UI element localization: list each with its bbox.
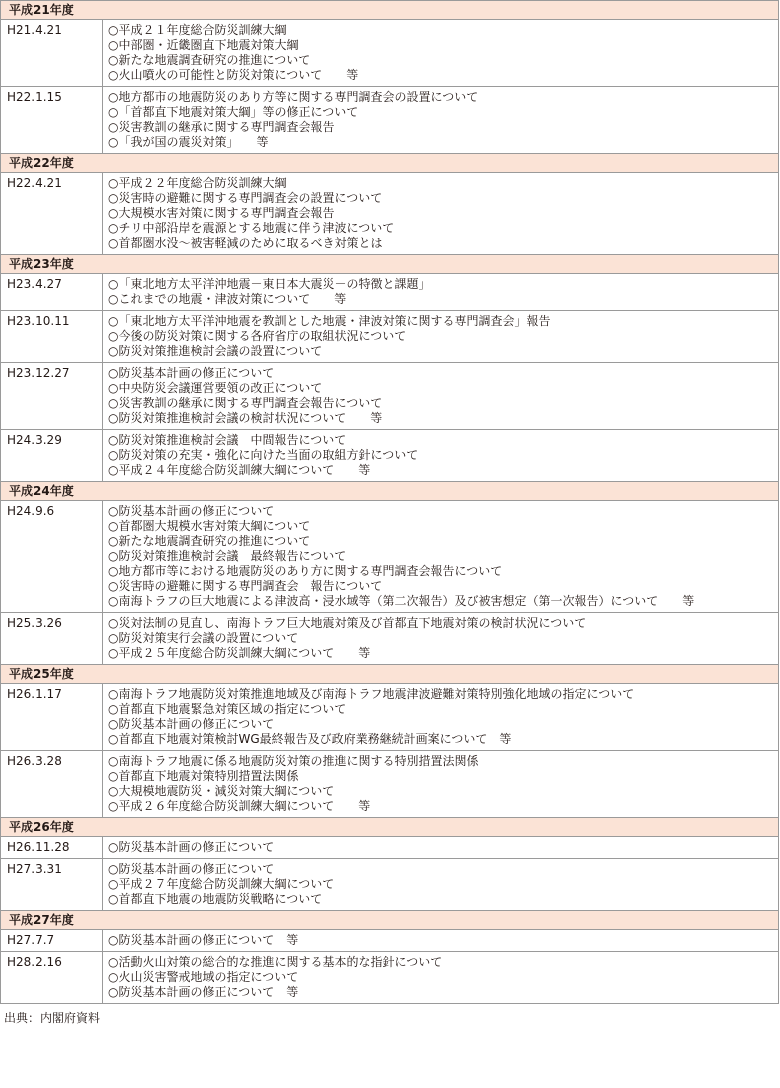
agenda-item: ○「我が国の震災対策」 等 [108, 135, 269, 149]
fiscal-year-header-row [1, 1, 779, 20]
fiscal-year-label: 平成25年度 [1, 665, 779, 684]
agenda-item: ○首都直下地震対策検討WG最終報告及び政府業務継続計画案について 等 [108, 732, 512, 746]
meeting-date: H23.12.27 [1, 363, 103, 430]
fiscal-year-header-row [1, 911, 779, 930]
agenda-items [103, 837, 779, 859]
fiscal-year-header-row [1, 154, 779, 173]
agenda-item: ○南海トラフ地震防災対策推進地域及び南海トラフ地震津波避難対策特別強化地域の指定について [108, 687, 635, 701]
agenda-items [103, 430, 779, 482]
fiscal-year-label: 平成24年度 [1, 482, 779, 501]
agenda-item: ○中部圏・近畿圏直下地震対策大綱 [108, 38, 299, 52]
agenda-item: ○活動火山対策の総合的な推進に関する基本的な指針について [108, 955, 443, 969]
meeting-date: H27.3.31 [1, 859, 103, 911]
agenda-item: ○首都直下地震対策特別措置法関係 [108, 769, 299, 783]
fiscal-year-header-row [1, 482, 779, 501]
agenda-items [103, 87, 779, 154]
meeting-date: H24.3.29 [1, 430, 103, 482]
agenda-items [103, 274, 779, 311]
agenda-item: ○「首都直下地震対策大綱」等の修正について [108, 105, 359, 119]
table-body [1, 1, 779, 1004]
fiscal-year-label: 平成26年度 [1, 818, 779, 837]
agenda-item: ○防災基本計画の修正について [108, 862, 275, 876]
agenda-item: ○防災対策推進検討会議 中間報告について [108, 433, 347, 447]
agenda-item: ○災害時の避難に関する専門調査会の設置について [108, 191, 383, 205]
meeting-date: H21.4.21 [1, 20, 103, 87]
meeting-date: H26.11.28 [1, 837, 103, 859]
agenda-item: ○防災基本計画の修正について [108, 366, 275, 380]
agenda-item: ○首都圏水没～被害軽減のために取るべき対策とは [108, 236, 383, 250]
fiscal-year-label: 平成27年度 [1, 911, 779, 930]
meeting-date: H23.10.11 [1, 311, 103, 363]
meeting-row [1, 859, 779, 911]
meeting-row [1, 173, 779, 255]
agenda-item: ○防災対策の充実・強化に向けた当面の取組方針について [108, 448, 419, 462]
meeting-row [1, 930, 779, 952]
agenda-item: ○災害教訓の継承に関する専門調査会報告 [108, 120, 335, 134]
fiscal-year-header-row [1, 665, 779, 684]
agenda-item: ○南海トラフの巨大地震による津波高・浸水域等（第二次報告）及び被害想定（第一次報告）について 等 [108, 594, 695, 608]
agenda-item: ○新たな地震調査研究の推進について [108, 53, 311, 67]
meeting-date: H26.3.28 [1, 751, 103, 818]
agenda-item: ○平成２１年度総合防災訓練大綱 [108, 23, 287, 37]
agenda-item: ○防災対策推進検討会議の設置について [108, 344, 323, 358]
meeting-row [1, 87, 779, 154]
fiscal-year-label: 平成23年度 [1, 255, 779, 274]
meeting-date: H22.1.15 [1, 87, 103, 154]
meeting-row [1, 20, 779, 87]
meeting-date: H22.4.21 [1, 173, 103, 255]
meeting-row [1, 952, 779, 1004]
fiscal-year-header-row [1, 818, 779, 837]
agenda-items [103, 613, 779, 665]
fiscal-year-label: 平成22年度 [1, 154, 779, 173]
agenda-item: ○防災対策実行会議の設置について [108, 631, 299, 645]
agenda-item: ○「東北地方太平洋沖地震を教訓とした地震・津波対策に関する専門調査会」報告 [108, 314, 551, 328]
agenda-item: ○地方都市等における地震防災のあり方に関する専門調査会報告について [108, 564, 503, 578]
agenda-items [103, 501, 779, 613]
meeting-row [1, 430, 779, 482]
agenda-item: ○防災対策推進検討会議の検討状況について 等 [108, 411, 383, 425]
agenda-item: ○地方都市の地震防災のあり方等に関する専門調査会の設置について [108, 90, 479, 104]
meeting-date: H25.3.26 [1, 613, 103, 665]
agenda-item: ○平成２５年度総合防災訓練大綱について 等 [108, 646, 371, 660]
meeting-date: H24.9.6 [1, 501, 103, 613]
agenda-items [103, 859, 779, 911]
agenda-item: ○平成２７年度総合防災訓練大綱について [108, 877, 335, 891]
agenda-item: ○災害時の避難に関する専門調査会 報告について [108, 579, 383, 593]
meeting-date: H28.2.16 [1, 952, 103, 1004]
agenda-items [103, 173, 779, 255]
meeting-date: H27.7.7 [1, 930, 103, 952]
agenda-item: ○防災対策推進検討会議 最終報告について [108, 549, 347, 563]
agenda-item: ○大規模地震防災・減災対策大綱について [108, 784, 335, 798]
agenda-item: ○防災基本計画の修正について 等 [108, 985, 299, 999]
agenda-item: ○「東北地方太平洋沖地震－東日本大震災－の特徴と課題」 [108, 277, 431, 291]
meeting-row [1, 837, 779, 859]
meeting-date: H26.1.17 [1, 684, 103, 751]
meeting-row [1, 751, 779, 818]
fiscal-year-label: 平成21年度 [1, 1, 779, 20]
agenda-item: ○これまでの地震・津波対策について 等 [108, 292, 347, 306]
source-note: 出典：内閣府資料 [4, 1011, 101, 1025]
agenda-item: ○今後の防災対策に関する各府省庁の取組状況について [108, 329, 407, 343]
agenda-item: ○平成２６年度総合防災訓練大綱について 等 [108, 799, 371, 813]
agenda-items [103, 930, 779, 952]
fiscal-year-header-row [1, 255, 779, 274]
agenda-items [103, 684, 779, 751]
agenda-item: ○チリ中部沿岸を震源とする地震に伴う津波について [108, 221, 395, 235]
meeting-row [1, 684, 779, 751]
agenda-item: ○首都圏大規模水害対策大綱について [108, 519, 311, 533]
agenda-item: ○大規模水害対策に関する専門調査会報告 [108, 206, 335, 220]
meeting-row [1, 501, 779, 613]
agenda-item: ○平成２４年度総合防災訓練大綱について 等 [108, 463, 371, 477]
agenda-items [103, 952, 779, 1004]
agenda-item: ○災対法制の見直し、南海トラフ巨大地震対策及び首都直下地震対策の検討状況について [108, 616, 587, 630]
agenda-items [103, 20, 779, 87]
agenda-items [103, 751, 779, 818]
agenda-item: ○防災基本計画の修正について [108, 717, 275, 731]
agenda-item: ○南海トラフ地震に係る地震防災対策の推進に関する特別措置法関係 [108, 754, 479, 768]
agenda-item: ○中央防災会議運営要領の改正について [108, 381, 323, 395]
meeting-row [1, 363, 779, 430]
meeting-row [1, 613, 779, 665]
agenda-items [103, 363, 779, 430]
meeting-date: H23.4.27 [1, 274, 103, 311]
agenda-item: ○首都直下地震の地震防災戦略について [108, 892, 323, 906]
agenda-items [103, 311, 779, 363]
agenda-item: ○新たな地震調査研究の推進について [108, 534, 311, 548]
agenda-item: ○平成２２年度総合防災訓練大綱 [108, 176, 287, 190]
agenda-item: ○災害教訓の継承に関する専門調査会報告について [108, 396, 383, 410]
agenda-item: ○防災基本計画の修正について [108, 840, 275, 854]
agenda-item: ○防災基本計画の修正について [108, 504, 275, 518]
agenda-item: ○火山噴火の可能性と防災対策について 等 [108, 68, 359, 82]
meeting-row [1, 311, 779, 363]
agenda-item: ○首都直下地震緊急対策区域の指定について [108, 702, 347, 716]
meeting-row [1, 274, 779, 311]
agenda-item: ○防災基本計画の修正について 等 [108, 933, 299, 947]
agenda-item: ○火山災害警戒地域の指定について [108, 970, 299, 984]
